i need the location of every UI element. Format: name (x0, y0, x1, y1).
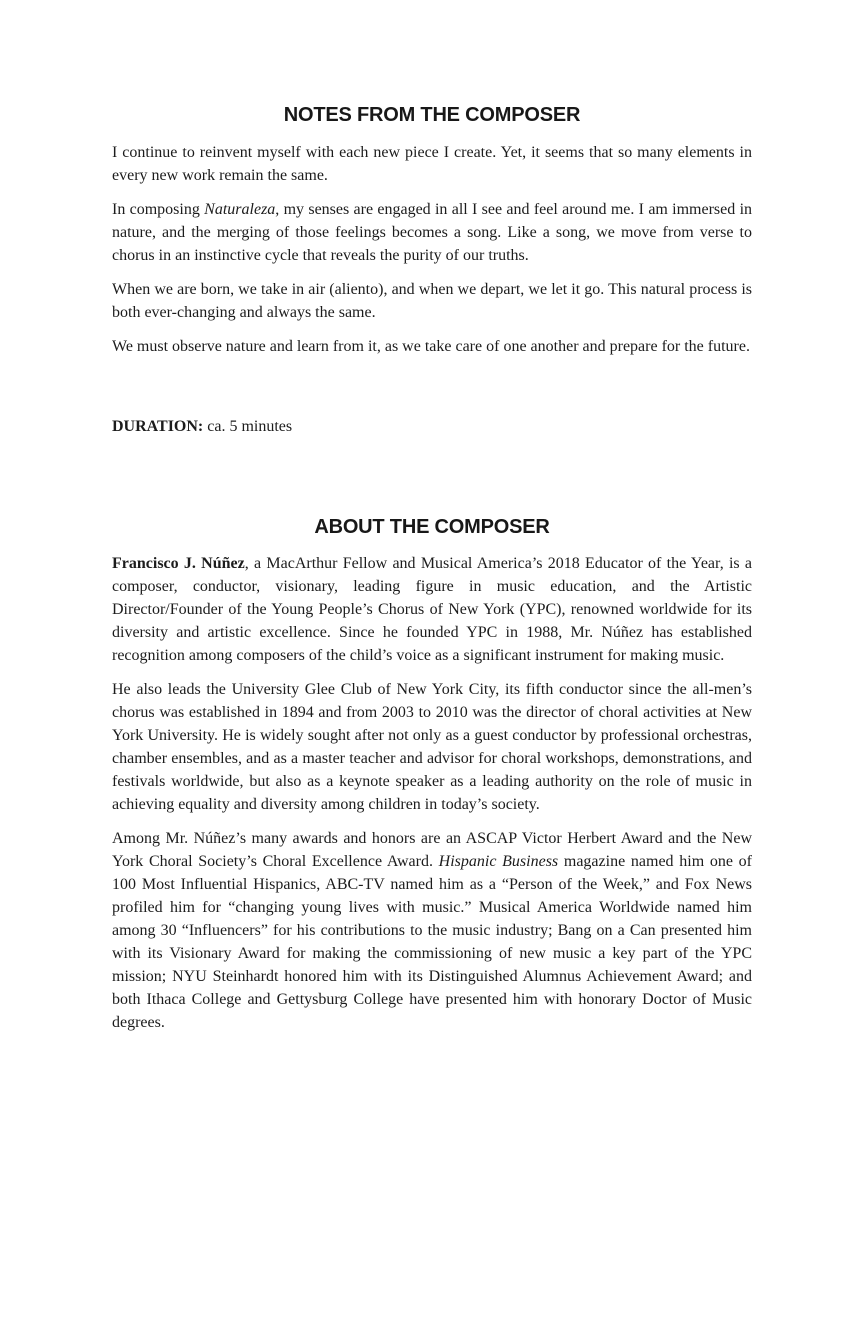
duration-label: DURATION: (112, 418, 204, 435)
notes-paragraph-4: We must observe nature and learn from it, as we take care of one another and prepare for the future. (112, 338, 750, 355)
about-paragraph-3: Among Mr. Núñez’s many awards and honors are an ASCAP Victor Herbert Award and the New York Choral Society’s Choral Excellence Award. Hispanic Business magazine named him one of 100 Most Influential Hispanics, ABC-TV named him as a “Person of the Week,” and Fox News profiled him for “changing young lives with music.” Musical America Worldwide named him among 30 “Influencers” for his contributions to the music industry; Bang on a Can presented him with its Visionary Award for making the commissioning of new music a key part of the YPC mission; NYU Steinhardt honored him with its Distinguished Alumnus Achievement Award; and both Ithaca College and Gettysburg College have presented him with honorary Doctor of Music degrees. (112, 830, 752, 1031)
about-section (112, 515, 752, 1034)
about-paragraph-2: He also leads the University Glee Club of New York City, its fifth conductor since the all-men’s chorus was established in 1894 and from 2003 to 2010 was the director of choral activities at New York University. He is widely sought after not only as a guest conductor by professional orchestras, chamber ensembles, and as a master teacher and advisor for choral workshops, demonstrations, and festivals worldwide, but also as a keynote speaker as a leading authority on the role of music in achieving equality and diversity among children in today’s society. (112, 681, 752, 813)
about-paragraph-1: Francisco J. Núñez, a MacArthur Fellow and Musical America’s 2018 Educator of the Year, is a composer, conductor, visionary, leading figure in music education, and the Artistic Director/Founder of the Young People’s Chorus of New York (YPC), renowned worldwide for its diversity and artistic excellence. Since he founded YPC in 1988, Mr. Núñez has established recognition among composers of the child’s voice as a significant instrument for making music. (112, 555, 753, 664)
notes-paragraph-2: In composing Naturaleza, my senses are engaged in all I see and feel around me. I am immersed in nature, and the merging of those feelings becomes a song. Like a song, we move from verse to chorus in an instinctive cycle that reveals the purity of our truths. (112, 201, 753, 264)
notes-title: NOTES FROM THE COMPOSER (283, 104, 581, 126)
duration-value: ca. 5 minutes (203, 418, 293, 435)
notes-paragraph-3: When we are born, we take in air (aliento), and when we depart, we let it go. This natural process is both ever-changing and always the same. (112, 281, 752, 321)
notes-paragraph-1: I continue to reinvent myself with each new piece I create. Yet, it seems that so many elements in every new work remain the same. (112, 144, 752, 184)
notes-section (112, 103, 752, 438)
duration-line (112, 415, 752, 438)
about-title: ABOUT THE COMPOSER (314, 516, 550, 538)
